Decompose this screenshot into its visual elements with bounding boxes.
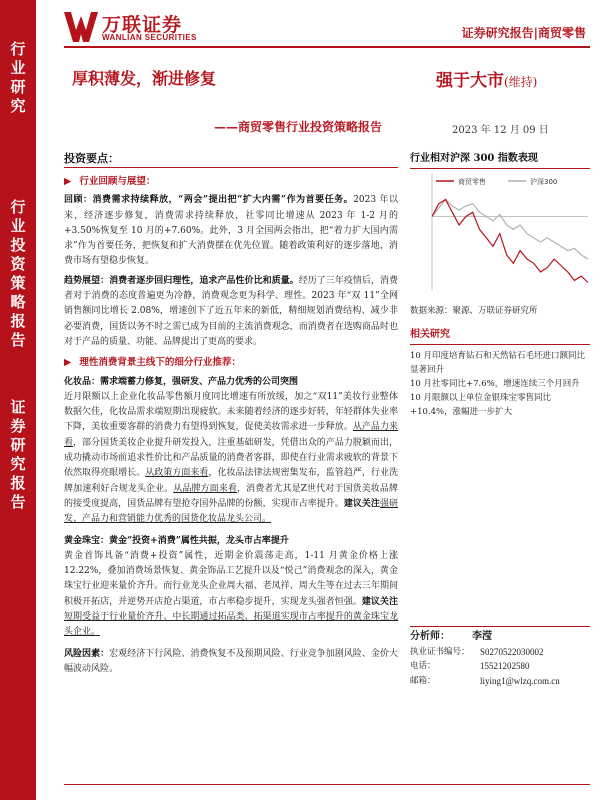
legend-label-hs300: 沪深300 xyxy=(530,178,558,186)
paragraph-cosmetics: 化妆品：需求端蓄力修复，强研发、产品力优秀的公司突围 近月限额以上企业化妆品零售额月度同比增速有所放缓，加之“双11”美妆行业整体数据欠佳，化妆品需求端短期出现疲软。未来随着经济的逐步好转，年轻群体失业率下降，美妆重要客群的消费力有望得到恢复，促使美妆需求进一步释放。从产品力来看，部分国货美妆企业提升研发投入，注重基础研发，凭借出众的产品力脱颖而出，成功撬动市场前追求性价比和产品质量的消费者客群，即使在行业需求疲软的背景下依然取得亮眼增长。从政策方面来看，化妆品法律法规密集发布，监管趋严，行业洗牌加速利好合规龙头企业。从品牌方面来看，消费者尤其是Z世代对于国货美妆品牌的接受度提高，国货品牌有望抢夺国外品牌的份额，实现市占率提升。建议关注强研发、产品力和营销能力优秀的国货化妆品龙头公司。 xyxy=(64,376,398,525)
analyst-email-row[interactable]: 邮箱： liying1@wlzq.com.cn xyxy=(410,675,560,686)
report-date: 2023 年 12 月 09 日 xyxy=(452,125,549,136)
analyst-phone-row: 电话： 15521202580 xyxy=(410,661,530,672)
related-research-title: 相关研究 xyxy=(410,329,450,340)
analyst-header: 分析师： 李滢 xyxy=(410,626,590,645)
legend-label-retail: 商贸零售 xyxy=(458,178,486,186)
right-panel xyxy=(410,152,590,419)
rating-sub: (维持) xyxy=(504,75,538,89)
sidebar-tab-securities-report: 证 券 研 究 报 告 xyxy=(10,398,26,511)
report-type: 证券研究报告|商贸零售 xyxy=(461,26,586,40)
triangle-icon: ▶ xyxy=(64,357,72,369)
page-title: 厚积薄发，渐进修复 xyxy=(72,69,217,88)
performance-chart xyxy=(410,169,590,297)
page-subtitle: ——商贸零售行业投资策略报告 xyxy=(214,120,383,134)
chart-source: 数据来源：聚源、万联证券研究所 xyxy=(410,306,538,316)
section-head-recommend: ▶ 理性消费背景主线下的细分行业推荐： xyxy=(64,357,241,369)
related-item[interactable]: 10 月限额以上单位金银珠宝零售同比+10.4%，涨幅进一步扩大 xyxy=(410,393,552,417)
analyst-name: 李滢 xyxy=(472,631,492,642)
sidebar-tab-industry-research: 行 业 研 究 xyxy=(10,40,26,115)
series-line-hs300 xyxy=(432,200,588,260)
main-content xyxy=(64,172,398,677)
investment-points-title: 投资要点： xyxy=(64,152,119,165)
analyst-cert-row: 执业证书编号： S0270522030002 xyxy=(410,646,544,657)
logo-chinese-name: 万联证券 xyxy=(102,14,183,36)
header-divider xyxy=(64,46,590,48)
sidebar-tab-strategy-report: 行 业 投 资 策 略 报 告 xyxy=(10,198,26,349)
triangle-icon: ▶ xyxy=(64,176,72,187)
related-item[interactable]: 10 月印度培育钻石和天然钻石毛坯进口额同比显著回升 xyxy=(410,351,586,375)
chart-title: 行业相对沪深 300 指数表现 xyxy=(410,152,590,169)
related-divider xyxy=(410,344,590,345)
paragraph-trend: 趋势展望：消费者逐步回归理性，追求产品性价比和质量。经历了三年疫情后，消费者对于消费的态度普遍更为冷静，消费观念更为科学、理性。2023 年“双 11”全网销售额同比增长 2.08%，增速创下了近五年来的新低，精细规划消费结构、减少非必要消费，国货以务不时之需已成为目前的主流消费观念，而消费者在选购商品时也对于产品的质量、功能、品牌提出了更高的要求。 xyxy=(64,275,398,347)
paragraph-risk: 风险因素：宏观经济下行风险、消费恢复不及预期风险、行业竞争加剧风险、金价大幅波动风险。 xyxy=(64,648,398,674)
footer-divider xyxy=(64,784,590,785)
company-logo xyxy=(64,10,214,44)
points-divider xyxy=(64,167,398,168)
series-line-retail xyxy=(432,200,588,283)
paragraph-jewelry: 黄金珠宝：黄金“投资+消费”属性共振，龙头市占率提升 黄金首饰具备“消费+投资”属性，近期金价震荡走高，1-11 月黄金价格上涨 12.22%，叠加消费场景恢复、黄金饰品工艺提升以及“悦己”消费观念的深入，黄金珠宝行业迎来量价齐升。而行业龙头企业周大福、老凤祥、周大生等在过去三年期间积极开拓店，并逆势开店抢占渠道，市占率稳步提升，实现龙头强者恒强。建议关注短期受益于行业量价齐升、中长期通过拓品类、拓渠道实现市占率提升的黄金珠宝龙头企业。 xyxy=(64,535,398,638)
logo-w-icon xyxy=(64,12,98,42)
rating-main: 强于大市 xyxy=(436,71,504,91)
related-item[interactable]: 10 月社零同比+7.6%，增速连续三个月回升 xyxy=(410,379,580,389)
left-sidebar xyxy=(0,0,36,800)
paragraph-review: 回顾：消费需求持续释放，“两会”提出把“扩大内需”作为首要任务。2023 年以来，经济逐步修复，消费需求持续释放，社零同比增速从 2023 年 1-2 月的+3.50%恢复至 10 月的+7.60%。此外，3 月全国两会指出，把“着力扩大国内需求”作为首要任务，把恢复和扩大消费摆在优先位置。随着政策利好的逐步落地，消费市场有望稳步恢复。 xyxy=(64,195,398,267)
industry-rating xyxy=(436,66,537,91)
analyst-info xyxy=(410,626,590,688)
section-head-review: ▶ 行业回顾与展望： xyxy=(64,176,156,187)
logo-english-name: WANLIAN SECURITIES xyxy=(102,33,197,42)
